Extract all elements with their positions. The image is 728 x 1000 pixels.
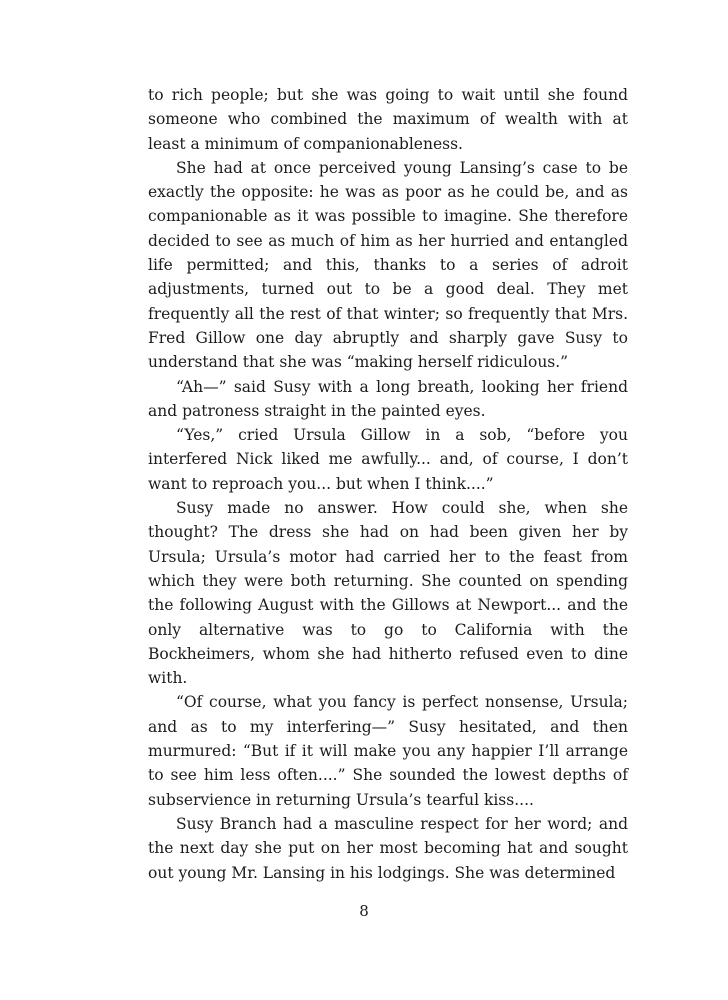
paragraph: “Ah—” said Susy with a long breath, looking her friend and patroness straight in the painted eyes. bbox=[148, 377, 628, 420]
paragraph: She had at once perceived young Lansing’s case to be exactly the opposite: he was as poor as he could be, and as companionable as it was possible to imagine. She therefore decided to see as much of him as her hurried and entangled life permitted; and this, thanks to a series of adroit adjustments, turned out to be a good deal. They met frequently all the rest of that winter; so frequently that Mrs. Fred Gillow one day abruptly and sharply gave Susy to understand that she was “making herself ridiculous.” bbox=[148, 158, 628, 372]
body-text bbox=[148, 83, 628, 885]
page-number: 8 bbox=[359, 902, 369, 920]
paragraph: “Yes,” cried Ursula Gillow in a sob, “before you interfered Nick liked me awfully... and, of course, I don’t want to reproach you... but when I think....” bbox=[148, 426, 628, 493]
paragraph: Susy Branch had a masculine respect for her word; and the next day she put on her most becoming hat and sought out young Mr. Lansing in his lodgings. She was determined bbox=[148, 814, 628, 882]
paragraph: “Of course, what you fancy is perfect nonsense, Ursula; and as to my interfering—” Susy hesitated, and then murmured: “But if it will make you any happier I’ll arrange to see him less often....” She sounded the lowest depths of subservience in returning Ursula’s tearful kiss.... bbox=[148, 693, 628, 809]
paragraph-continued: to rich people; but she was going to wait until she found someone who combined the maximum of wealth with at least a minimum of companionableness. bbox=[148, 86, 628, 153]
paragraph: Susy made no answer. How could she, when she thought? The dress she had on had been given her by Ursula; Ursula’s motor had carried her to the feast from which they were both returning. She counted on spending the following August with the Gillows at Newport... and the only alternative was to go to California with the Bockheimers, whom she had hitherto refused even to dine with. bbox=[148, 499, 628, 688]
